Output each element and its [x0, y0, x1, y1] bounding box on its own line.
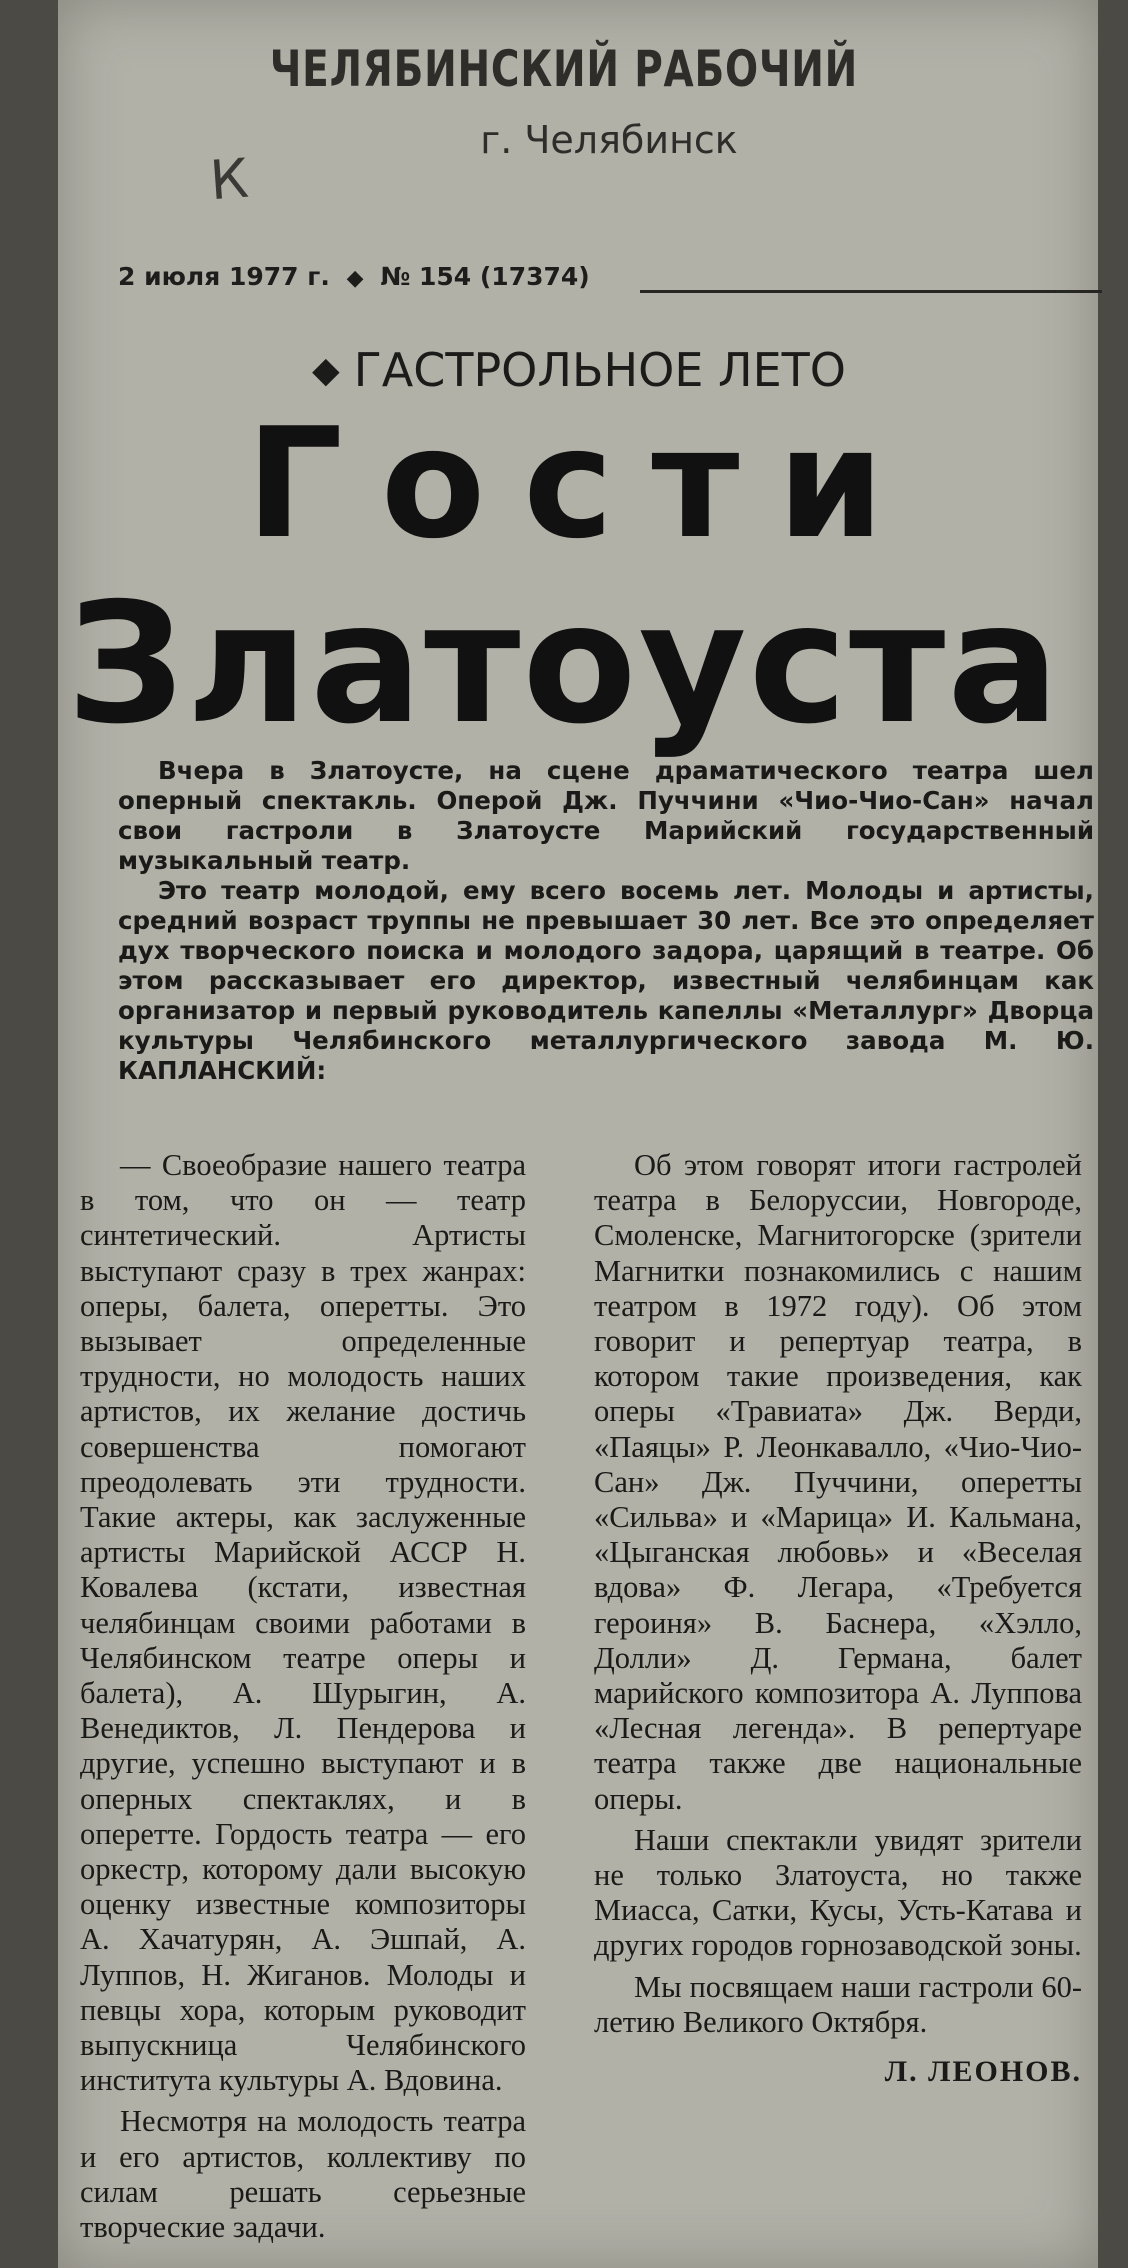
body-paragraph: Наши спектакли увидят зрители не только Златоуста, но также Миасса, Сатки, Кусы, Усть-Катава и других городов горнозаводской зоны.: [594, 1822, 1082, 1963]
article-column-2: [594, 1148, 1082, 2089]
lead-paragraph: Вчера в Златоусте, на сцене драматического театра шел оперный спектакль. Оперой Дж. Пуччини «Чио-Чио-Сан» начал свои гастроли в Златоусте Марийский государственный музыкальный театр.: [118, 756, 1094, 875]
masthead-city: г. Челябинск: [480, 118, 738, 162]
article-column-1: [80, 1148, 526, 2245]
body-paragraph: Об этом говорят итоги гастролей театра в Белоруссии, Новгороде, Смоленске, Магнитогорске (зрители Магнитки познакомились с нашим театром в 1972 году). Об этом говорит и репертуар театра, в котором такие произведения, как оперы «Травиата» Дж. Верди, «Паяцы» Р. Леонкавалло, «Чио-Чио-Сан» Дж. Пуччини, оперетты «Сильва» и «Марица» И. Кальмана, «Цыганская любовь» и «Веселая вдова» Ф. Легара, «Требуется героиня» В. Баснера, «Хэлло, Долли» Д. Германа, балет марийского композитора А. Луппова «Лесная легенда». В репертуаре театра также две национальные оперы.: [594, 1148, 1082, 1816]
body-paragraph: Мы посвящаем наши гастроли 60-летию Великого Октября.: [594, 1969, 1082, 2039]
issue-number: № 154 (17374): [380, 262, 590, 291]
body-paragraph: Несмотря на молодость театра и его артистов, коллективу по силам решать серьезные творческие задачи.: [80, 2104, 526, 2245]
rubric: [0, 343, 1128, 397]
author-signature: Л. ЛЕОНОВ.: [884, 2055, 1082, 2089]
dateline: [118, 262, 590, 291]
headline-line-1: Гости: [246, 395, 922, 572]
dateline-rule: [640, 290, 1102, 293]
issue-date: 2 июля 1977 г.: [118, 262, 330, 291]
body-paragraph: — Своеобразие нашего театра в том, что он — театр синтетический. Артисты выступают сразу в трех жанрах: оперы, балета, оперетты. Это вызывает определенные трудности, но молодость наших артистов, их желание достичь совершенства помогают преодолевать эти трудности. Такие актеры, как заслуженные артисты Марийской АССР Н. Ковалева (кстати, известная челябинцам своими работами в Челябинском театре оперы и балета), А. Шурыгин, А. Венедиктов, Л. Пендерова и другие, успешно выступают и в оперных спектаклях, и в оперетте. Гордость театра — его оркестр, которому дали высокую оценку известные композиторы А. Хачатурян, А. Эшпай, А. Луппов, Н. Жиганов. Молоды и певцы хора, которым руководит выпускница Челябинского института культуры А. Вдовина.: [80, 1148, 526, 2098]
diamond-icon: ◆: [346, 266, 364, 291]
masthead-stamp: ЧЕЛЯБИНСКИЙ РАБОЧИЙ: [269, 40, 859, 98]
rubric-label: ГАСТРОЛЬНОЕ ЛЕТО: [353, 343, 846, 397]
handwritten-mark: К: [207, 146, 251, 213]
lead-paragraph: Это театр молодой, ему всего восемь лет. Молоды и артисты, средний возраст труппы не превышает 30 лет. Все это определяет дух творческого поиска и молодого задора, царящий в театре. Об этом рассказывает его директор, известный челябинцам как организатор и первый руководитель капеллы «Металлург» Дворца культуры Челябинского металлургического завода М. Ю. КАПЛАНСКИЙ:: [118, 876, 1094, 1085]
headline-line-2: Златоуста: [66, 568, 1062, 761]
diamond-icon: ◆: [312, 350, 340, 391]
article-lead: [118, 756, 1094, 1086]
